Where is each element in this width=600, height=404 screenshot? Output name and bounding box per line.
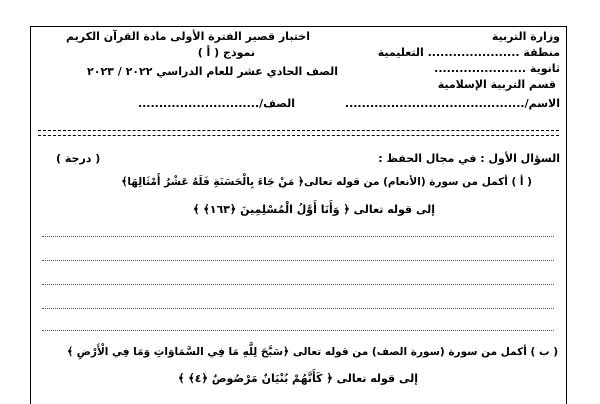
- answer-line[interactable]: [42, 284, 554, 285]
- class-field: الصف/.............................: [137, 97, 295, 110]
- part-a-instruction: ( أ ) أكمل من سورة (الأنعام) من قوله تعالى﴿ مَنْ جَاءَ بِالْحَسَنَةِ فَلَهُ عَشْرُ أَمْثَالِهَا﴾: [121, 176, 532, 188]
- header-separator: [38, 130, 559, 136]
- part-b-instruction: ( ب ) أكمل من سورة (سورة الصف) من قوله تعالى ﴿سَبَّحَ لِلَّهِ مَا فِي السَّمَاوَاتِ وَمَا فِي الْأَرْضِ ﴾: [66, 346, 558, 358]
- answer-line[interactable]: [42, 308, 554, 309]
- answer-line[interactable]: [42, 236, 554, 237]
- grade-year: الصف الحادي عشر للعام الدراسي ٢٠٢٢ / ٢٠٢٣: [87, 65, 338, 78]
- question1-title: السؤال الأول : في مجال الحفظ :: [378, 152, 560, 165]
- question1-score: ( درجة ): [56, 152, 101, 165]
- ministry-label: وزارة التربية: [491, 30, 560, 43]
- name-field: الاسم/...........................................: [344, 97, 560, 110]
- region-field: منطقة ...................... التعليمية: [377, 46, 560, 59]
- answer-line[interactable]: [42, 260, 554, 261]
- school-field: ثانوية ......................: [434, 62, 560, 75]
- department-label: قسم التربية الإسلامية: [437, 78, 556, 91]
- exam-title: اختبار قصير الفترة الأولى مادة القرآن الكريم: [66, 30, 310, 43]
- part-a-until: إلى قوله تعالى ﴿ وَأَنَا أَوَّلُ الْمُسْلِمِينَ ﴿١٦٣﴾ ﴾: [193, 203, 435, 216]
- model-label: نموذج ( أ ): [197, 46, 255, 59]
- answer-line[interactable]: [42, 330, 554, 331]
- part-b-until: إلى قوله تعالى ﴿ كَأَنَّهُمْ بُنْيَانٌ مَرْصُوصٌ ﴿٤﴾ ﴾: [178, 372, 418, 385]
